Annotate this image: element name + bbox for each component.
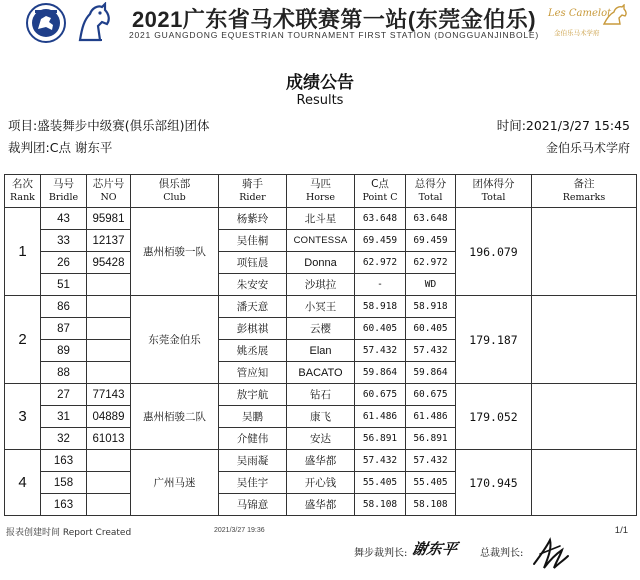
horse-cell: 北斗星 — [287, 208, 355, 230]
total-cell: 62.972 — [406, 252, 456, 274]
banner-title: 2021广东省马术联赛第一站(东莞金伯乐) — [131, 7, 537, 32]
chip-cell: 77143 — [87, 384, 131, 406]
rank-cell: 3 — [5, 384, 41, 450]
association-emblem-icon — [26, 3, 66, 43]
chip-cell: 95428 — [87, 252, 131, 274]
header-team-total — [456, 175, 532, 208]
header-remarks-en: Remarks — [562, 192, 606, 203]
header-club-en: Club — [163, 192, 186, 203]
report-created-label: 报表创建时间 Report Created — [6, 528, 132, 538]
total-cell: 60.405 — [406, 318, 456, 340]
event-time: 时间:2021/3/27 15:45 — [496, 118, 630, 133]
point-c-cell: 60.675 — [355, 384, 406, 406]
bridle-cell: 32 — [41, 428, 87, 450]
header-horse — [287, 175, 355, 208]
header-chip-en: NO — [100, 192, 117, 203]
header-club-cn: 俱乐部 — [158, 178, 191, 190]
page-number: 1/1 — [614, 525, 628, 536]
header-rank-cn: 名次 — [12, 178, 33, 190]
report-created-time: 2021/3/27 19:36 — [214, 527, 265, 534]
bridle-cell: 87 — [41, 318, 87, 340]
header-rider-en: Rider — [239, 192, 266, 203]
rider-cell: 介健伟 — [219, 428, 287, 450]
horse-cell: 康飞 — [287, 406, 355, 428]
horse-cell: 云樱 — [287, 318, 355, 340]
rider-cell: 管应知 — [219, 362, 287, 384]
club-cell: 广州马迷 — [131, 450, 219, 516]
sponsor-logo-cn: 金伯乐马术学府 — [554, 29, 600, 37]
rank-cell: 1 — [5, 208, 41, 296]
bridle-cell: 26 — [41, 252, 87, 274]
point-c-cell: 69.459 — [355, 230, 406, 252]
rider-cell: 马锦意 — [219, 494, 287, 516]
chip-cell — [87, 450, 131, 472]
dressage-judge-label: 舞步裁判长: — [354, 548, 408, 559]
point-c-cell: 63.648 — [355, 208, 406, 230]
header-chip-cn: 芯片号 — [92, 178, 125, 190]
point-c-cell: 57.432 — [355, 450, 406, 472]
table-row — [5, 208, 637, 230]
bridle-cell: 51 — [41, 274, 87, 296]
header-bridle-en: Bridle — [48, 192, 79, 203]
horse-cell: 开心钱 — [287, 472, 355, 494]
rider-cell: 朱安安 — [219, 274, 287, 296]
bridle-cell: 88 — [41, 362, 87, 384]
horse-head-logo-icon — [74, 2, 114, 44]
document-title: 成绩公告 — [286, 73, 354, 93]
chip-cell: 61013 — [87, 428, 131, 450]
remarks-cell — [532, 296, 637, 384]
header-horse-cn: 马匹 — [310, 178, 331, 190]
total-cell: 63.648 — [406, 208, 456, 230]
team-total-cell: 196.079 — [456, 208, 532, 296]
event-name: 项目:盛装舞步中级赛(俱乐部组)团体 — [8, 118, 210, 133]
point-c-cell: 59.864 — [355, 362, 406, 384]
dressage-judge-signature: 谢东平 — [409, 540, 459, 558]
horse-cell: CONTESSA — [287, 230, 355, 252]
point-c-cell: - — [355, 274, 406, 296]
point-c-cell: 61.486 — [355, 406, 406, 428]
chip-cell — [87, 318, 131, 340]
table-row — [5, 296, 637, 318]
header-rank — [5, 175, 41, 208]
chip-cell — [87, 340, 131, 362]
point-c-cell: 55.405 — [355, 472, 406, 494]
sponsor-logo — [546, 4, 630, 40]
rider-cell: 吴雨凝 — [219, 450, 287, 472]
bridle-cell: 31 — [41, 406, 87, 428]
point-c-cell: 62.972 — [355, 252, 406, 274]
total-cell: 57.432 — [406, 450, 456, 472]
club-cell: 东莞金伯乐 — [131, 296, 219, 384]
horse-cell: Elan — [287, 340, 355, 362]
golden-horse-icon — [602, 4, 628, 26]
bridle-cell: 89 — [41, 340, 87, 362]
bridle-cell: 33 — [41, 230, 87, 252]
horse-cell: BACATO — [287, 362, 355, 384]
header-total-cn: 总得分 — [414, 178, 447, 190]
judge-panel: 裁判团:C点 谢东平 — [8, 140, 113, 155]
bridle-cell: 86 — [41, 296, 87, 318]
header-chip — [87, 175, 131, 208]
chief-judge-signature-icon — [526, 534, 572, 574]
header-remarks — [532, 175, 637, 208]
header-team-total-en: Total — [481, 192, 506, 203]
header-horse-en: Horse — [305, 192, 336, 203]
total-cell: 56.891 — [406, 428, 456, 450]
total-cell: 55.405 — [406, 472, 456, 494]
header-total-en: Total — [418, 192, 443, 203]
banner-subtitle: 2021 GUANGDONG EQUESTRIAN TOURNAMENT FIRST STATION (DONGGUANJINBOLE) — [128, 30, 540, 40]
header-rider — [219, 175, 287, 208]
horse-cell: 钻石 — [287, 384, 355, 406]
point-c-cell: 58.108 — [355, 494, 406, 516]
chip-cell: 04889 — [87, 406, 131, 428]
point-c-cell: 57.432 — [355, 340, 406, 362]
rider-cell: 姚丞展 — [219, 340, 287, 362]
header-remarks-cn: 备注 — [573, 178, 595, 190]
rider-cell: 项钰晨 — [219, 252, 287, 274]
total-cell: 58.918 — [406, 296, 456, 318]
rider-cell: 吴佳桐 — [219, 230, 287, 252]
results-table — [4, 174, 637, 516]
table-row — [5, 384, 637, 406]
chief-judge-label: 总裁判长: — [480, 548, 524, 559]
bridle-cell: 158 — [41, 472, 87, 494]
total-cell: 57.432 — [406, 340, 456, 362]
horse-cell: 安达 — [287, 428, 355, 450]
header-point-c-cn: C点 — [371, 178, 389, 190]
club-cell: 惠州栢骏二队 — [131, 384, 219, 450]
horse-cell: 沙琪拉 — [287, 274, 355, 296]
chip-cell: 12137 — [87, 230, 131, 252]
point-c-cell: 58.918 — [355, 296, 406, 318]
chip-cell — [87, 362, 131, 384]
header-rider-cn: 骑手 — [242, 178, 263, 190]
chip-cell — [87, 274, 131, 296]
team-total-cell: 179.052 — [456, 384, 532, 450]
team-total-cell: 170.945 — [456, 450, 532, 516]
total-cell: WD — [406, 274, 456, 296]
horse-cell: Donna — [287, 252, 355, 274]
remarks-cell — [532, 208, 637, 296]
bridle-cell: 43 — [41, 208, 87, 230]
rider-cell: 敖宇航 — [219, 384, 287, 406]
rider-cell: 潘天意 — [219, 296, 287, 318]
horse-cell: 盛华都 — [287, 450, 355, 472]
table-row — [5, 450, 637, 472]
header-rank-en: Rank — [10, 192, 35, 203]
header-point-c — [355, 175, 406, 208]
horse-cell: 盛华都 — [287, 494, 355, 516]
header-total — [406, 175, 456, 208]
chip-cell — [87, 472, 131, 494]
event-banner — [0, 0, 640, 46]
sponsor-logo-script: Les Camelot — [548, 8, 612, 19]
chip-cell — [87, 296, 131, 318]
rider-cell: 彭棋祺 — [219, 318, 287, 340]
header-club — [131, 175, 219, 208]
total-cell: 61.486 — [406, 406, 456, 428]
total-cell: 59.864 — [406, 362, 456, 384]
club-cell: 惠州栢骏一队 — [131, 208, 219, 296]
team-total-cell: 179.187 — [456, 296, 532, 384]
rider-cell: 杨紫玲 — [219, 208, 287, 230]
total-cell: 58.108 — [406, 494, 456, 516]
header-row — [5, 175, 637, 208]
header-bridle — [41, 175, 87, 208]
chip-cell: 95981 — [87, 208, 131, 230]
bridle-cell: 163 — [41, 494, 87, 516]
academy-name: 金伯乐马术学府 — [545, 141, 630, 155]
point-c-cell: 60.405 — [355, 318, 406, 340]
remarks-cell — [532, 384, 637, 450]
header-point-c-en: Point C — [362, 192, 398, 203]
document-subtitle: Results — [296, 93, 344, 108]
bridle-cell: 163 — [41, 450, 87, 472]
point-c-cell: 56.891 — [355, 428, 406, 450]
total-cell: 69.459 — [406, 230, 456, 252]
chip-cell — [87, 494, 131, 516]
header-team-total-cn: 团体得分 — [472, 178, 515, 190]
rider-cell: 吴佳宇 — [219, 472, 287, 494]
total-cell: 60.675 — [406, 384, 456, 406]
bridle-cell: 27 — [41, 384, 87, 406]
header-bridle-cn: 马号 — [53, 178, 74, 190]
rank-cell: 4 — [5, 450, 41, 516]
rank-cell: 2 — [5, 296, 41, 384]
rider-cell: 吴鹏 — [219, 406, 287, 428]
horse-cell: 小冥王 — [287, 296, 355, 318]
remarks-cell — [532, 450, 637, 516]
